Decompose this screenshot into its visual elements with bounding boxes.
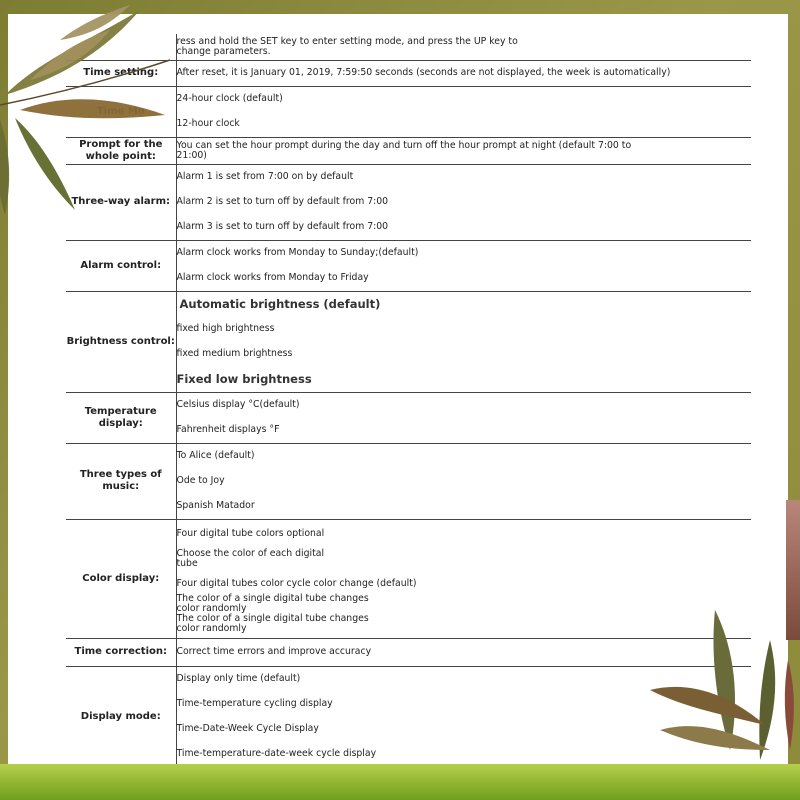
row-label: Color display: [66, 519, 176, 638]
option-text: fixed medium brightness [176, 348, 293, 359]
option-text: Fixed low brightness [176, 372, 312, 386]
foliage-decoration-right [786, 500, 800, 640]
option-text: Four digital tubes color cycle color change (default) [176, 577, 417, 589]
option-text: Automatic brightness (default) [179, 297, 381, 311]
option-text: Alarm 1 is set from 7:00 on by default [176, 171, 354, 182]
row-label: Three-way alarm: [66, 164, 176, 240]
row-label: Display mode: [66, 666, 176, 767]
option-text: The color of a single digital tube changes color randomly [176, 592, 369, 614]
green-ribbon-footer [0, 764, 800, 800]
option-text: Choose the color of each digital tube [176, 547, 325, 569]
option-text: Alarm clock works from Monday to Friday [176, 272, 369, 283]
option-text: fixed high brightness [176, 323, 275, 334]
row-label: Time correction: [66, 638, 176, 666]
option-text: You can set the hour prompt during the day and turn off the hour prompt at night (default 7:00 to 21:00) [176, 139, 632, 161]
option-text: After reset, it is January 01, 2019, 7:59:50 seconds (seconds are not displayed, the week is automatically) [176, 67, 671, 78]
row-label: Three types of music: [66, 443, 176, 519]
option-text: Alarm clock works from Monday to Sunday;(default) [176, 247, 419, 258]
row-label: Prompt for the whole point: [66, 137, 176, 164]
row-label: Brightness control: [66, 291, 176, 392]
row-label: Temperature display: [66, 392, 176, 443]
option-text: Time-temperature cycling display [176, 698, 333, 709]
option-text: 24-hour clock (default) [176, 93, 283, 104]
option-text: Correct time errors and improve accuracy [176, 646, 372, 657]
option-text: Celsius display °C(default) [176, 399, 300, 410]
option-text: Alarm 3 is set to turn off by default from 7:00 [176, 221, 389, 232]
option-text: 12-hour clock [176, 118, 240, 129]
option-text: To Alice (default) [176, 450, 255, 461]
row-label: Alarm control: [66, 240, 176, 291]
option-text: Fahrenheit displays °F [176, 424, 280, 435]
option-text: Time-Date-Week Cycle Display [176, 723, 319, 734]
option-text: Time-temperature-date-week cycle display [176, 748, 377, 759]
option-text: Alarm 2 is set to turn off by default from 7:00 [176, 196, 389, 207]
option-text: Display only time (default) [176, 673, 301, 684]
option-text: Ode to Joy [176, 475, 225, 486]
row-label: Time setting: [66, 60, 176, 86]
option-text: ress and hold the SET key to enter setting mode, and press the UP key to change parameters. [176, 35, 518, 57]
table-row [66, 392, 751, 443]
option-text: The color of a single digital tube changes color randomly [176, 612, 369, 634]
table-row [66, 240, 751, 291]
option-text: Spanish Matador [176, 500, 255, 511]
option-text: Four digital tube colors optional [176, 527, 325, 539]
table-row [66, 443, 751, 519]
table-row [66, 291, 751, 392]
leaf-decoration-top-left [0, 0, 190, 230]
leaf-decoration-bottom-right [640, 600, 800, 770]
